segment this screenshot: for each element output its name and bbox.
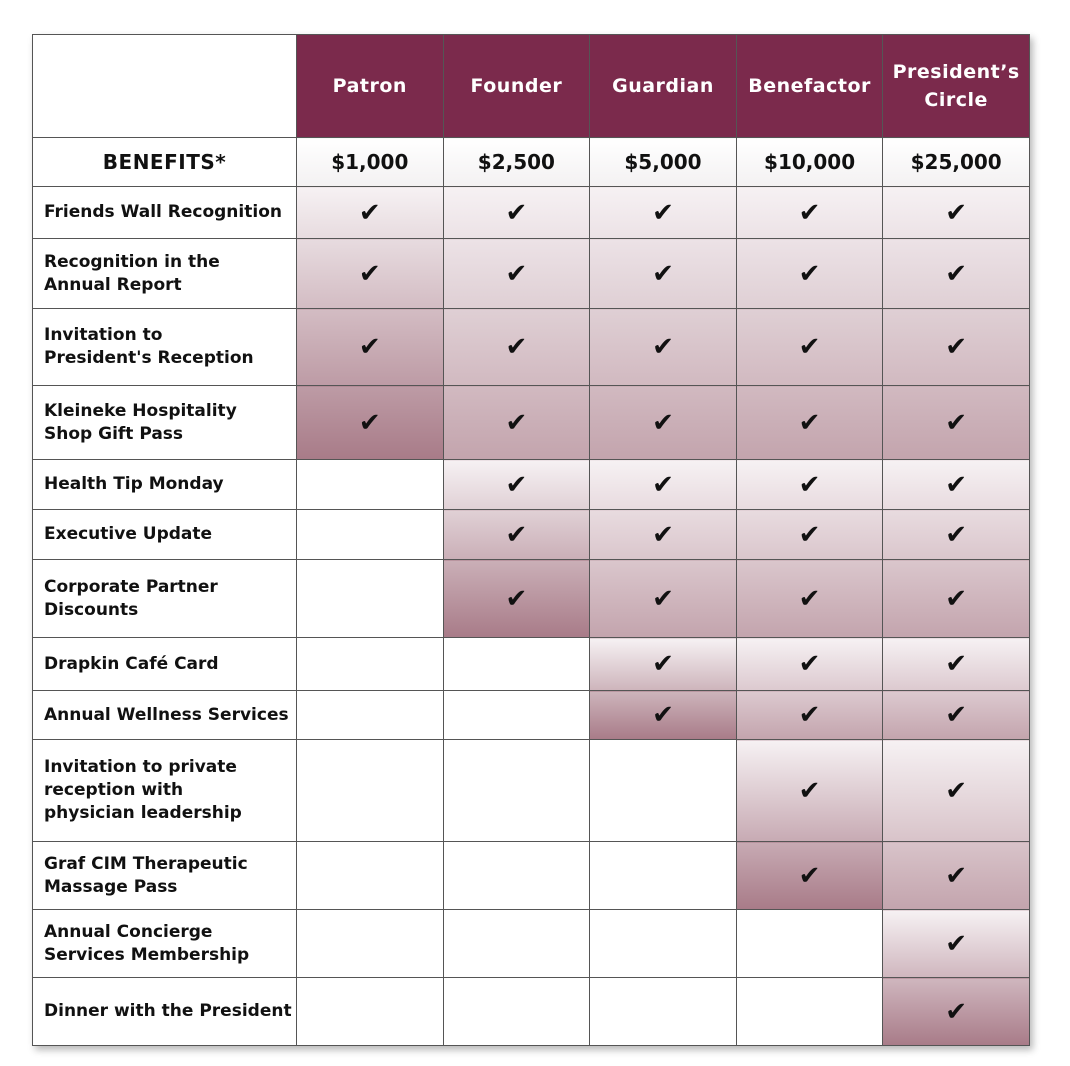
benefit-label: Kleineke Hospitality Shop Gift Pass	[33, 386, 297, 460]
check-cell	[443, 460, 590, 510]
benefits-header: BENEFITS*	[33, 138, 297, 187]
check-cell	[883, 239, 1030, 309]
checkmark-icon: ✔	[945, 700, 968, 730]
check-cell	[590, 560, 737, 638]
checkmark-icon: ✔	[798, 519, 821, 550]
checkmark-icon: ✔	[798, 700, 821, 730]
empty-cell	[590, 842, 737, 910]
tier-name-patron: Patron	[297, 35, 444, 138]
checkmark-icon: ✔	[798, 197, 821, 228]
checkmark-icon: ✔	[652, 407, 674, 438]
benefit-label: Recognition in the Annual Report	[33, 239, 297, 309]
check-cell	[443, 510, 590, 560]
benefit-row	[33, 460, 1030, 510]
empty-cell	[297, 978, 444, 1046]
benefit-label: Health Tip Monday	[33, 460, 297, 510]
benefit-label: Invitation to private reception with physician leadership	[33, 740, 297, 842]
checkmark-icon: ✔	[358, 332, 381, 362]
empty-cell	[590, 910, 737, 978]
checkmark-icon: ✔	[652, 519, 674, 550]
benefit-label: Annual Concierge Services Membership	[33, 910, 297, 978]
empty-cell	[297, 910, 444, 978]
corner-cell	[33, 35, 297, 138]
check-cell	[443, 560, 590, 638]
checkmark-icon: ✔	[505, 197, 528, 228]
check-cell	[590, 638, 737, 691]
checkmark-icon: ✔	[652, 197, 674, 228]
check-cell	[297, 239, 444, 309]
check-cell	[297, 309, 444, 386]
check-cell	[883, 560, 1030, 638]
checkmark-icon: ✔	[798, 258, 821, 289]
benefit-label: Dinner with the President	[33, 978, 297, 1046]
tier-price-benefactor: $10,000	[736, 138, 883, 187]
check-cell	[443, 309, 590, 386]
check-cell	[736, 691, 883, 740]
tier-name-guardian: Guardian	[590, 35, 737, 138]
benefit-row	[33, 691, 1030, 740]
tier-name-founder: Founder	[443, 35, 590, 138]
tier-name-benefactor: Benefactor	[736, 35, 883, 138]
benefit-label: Friends Wall Recognition	[33, 187, 297, 239]
checkmark-icon: ✔	[652, 649, 674, 679]
check-cell	[297, 386, 444, 460]
empty-cell	[297, 691, 444, 740]
empty-cell	[736, 910, 883, 978]
check-cell	[590, 239, 737, 309]
checkmark-icon: ✔	[945, 258, 968, 289]
checkmark-icon: ✔	[798, 583, 821, 614]
checkmark-icon: ✔	[798, 469, 821, 500]
checkmark-icon: ✔	[505, 332, 528, 362]
checkmark-icon: ✔	[945, 469, 968, 500]
price-row	[33, 138, 1030, 187]
checkmark-icon: ✔	[945, 996, 968, 1027]
benefit-row	[33, 510, 1030, 560]
check-cell	[883, 910, 1030, 978]
check-cell	[736, 560, 883, 638]
checkmark-icon: ✔	[945, 332, 968, 362]
check-cell	[883, 842, 1030, 910]
benefit-label: Corporate Partner Discounts	[33, 560, 297, 638]
tier-price-founder: $2,500	[443, 138, 590, 187]
benefit-row	[33, 740, 1030, 842]
checkmark-icon: ✔	[505, 519, 528, 550]
empty-cell	[590, 978, 737, 1046]
checkmark-icon: ✔	[945, 583, 968, 614]
empty-cell	[443, 910, 590, 978]
checkmark-icon: ✔	[652, 332, 674, 362]
checkmark-icon: ✔	[945, 860, 968, 891]
checkmark-icon: ✔	[945, 649, 968, 679]
check-cell	[883, 187, 1030, 239]
empty-cell	[297, 560, 444, 638]
checkmark-icon: ✔	[652, 583, 674, 614]
check-cell	[883, 460, 1030, 510]
benefit-row	[33, 978, 1030, 1046]
checkmark-icon: ✔	[358, 258, 381, 289]
empty-cell	[297, 638, 444, 691]
benefit-row	[33, 239, 1030, 309]
checkmark-icon: ✔	[652, 469, 674, 500]
empty-cell	[297, 842, 444, 910]
check-cell	[736, 460, 883, 510]
check-cell	[883, 386, 1030, 460]
benefit-row	[33, 842, 1030, 910]
empty-cell	[443, 638, 590, 691]
benefits-table	[32, 34, 1030, 1046]
empty-cell	[297, 460, 444, 510]
checkmark-icon: ✔	[945, 928, 968, 959]
checkmark-icon: ✔	[945, 407, 968, 438]
checkmark-icon: ✔	[505, 258, 528, 289]
benefit-label: Graf CIM Therapeutic Massage Pass	[33, 842, 297, 910]
check-cell	[736, 386, 883, 460]
empty-cell	[297, 510, 444, 560]
check-cell	[443, 239, 590, 309]
check-cell	[590, 309, 737, 386]
check-cell	[883, 638, 1030, 691]
empty-cell	[443, 978, 590, 1046]
check-cell	[736, 740, 883, 842]
tier-price-guardian: $5,000	[590, 138, 737, 187]
tier-price-presidents-circle: $25,000	[883, 138, 1030, 187]
checkmark-icon: ✔	[358, 407, 381, 438]
checkmark-icon: ✔	[798, 775, 821, 806]
empty-cell	[590, 740, 737, 842]
empty-cell	[736, 978, 883, 1046]
check-cell	[736, 187, 883, 239]
checkmark-icon: ✔	[652, 258, 674, 289]
checkmark-icon: ✔	[945, 775, 968, 806]
check-cell	[443, 187, 590, 239]
checkmark-icon: ✔	[798, 649, 821, 679]
empty-cell	[443, 691, 590, 740]
benefit-row	[33, 386, 1030, 460]
benefit-row	[33, 309, 1030, 386]
check-cell	[736, 309, 883, 386]
benefit-row	[33, 638, 1030, 691]
check-cell	[443, 386, 590, 460]
benefit-label: Drapkin Café Card	[33, 638, 297, 691]
empty-cell	[443, 740, 590, 842]
benefit-row	[33, 187, 1030, 239]
checkmark-icon: ✔	[505, 469, 528, 500]
checkmark-icon: ✔	[798, 407, 821, 438]
empty-cell	[443, 842, 590, 910]
benefit-label: Executive Update	[33, 510, 297, 560]
checkmark-icon: ✔	[945, 519, 968, 550]
checkmark-icon: ✔	[798, 860, 821, 891]
check-cell	[736, 638, 883, 691]
check-cell	[883, 740, 1030, 842]
check-cell	[590, 187, 737, 239]
check-cell	[883, 691, 1030, 740]
checkmark-icon: ✔	[945, 197, 968, 228]
checkmark-icon: ✔	[652, 700, 674, 730]
tier-name-presidents-circle: President’s Circle	[883, 35, 1030, 138]
check-cell	[736, 510, 883, 560]
benefit-rows	[33, 187, 1030, 1046]
check-cell	[590, 510, 737, 560]
check-cell	[590, 386, 737, 460]
check-cell	[883, 510, 1030, 560]
check-cell	[883, 978, 1030, 1046]
empty-cell	[297, 740, 444, 842]
check-cell	[883, 309, 1030, 386]
benefit-row	[33, 560, 1030, 638]
tier-price-patron: $1,000	[297, 138, 444, 187]
check-cell	[736, 842, 883, 910]
checkmark-icon: ✔	[505, 583, 528, 614]
benefit-label: Annual Wellness Services	[33, 691, 297, 740]
tier-header-row	[33, 35, 1030, 138]
benefit-label: Invitation to President's Reception	[33, 309, 297, 386]
checkmark-icon: ✔	[358, 197, 381, 228]
check-cell	[590, 691, 737, 740]
check-cell	[736, 239, 883, 309]
checkmark-icon: ✔	[798, 332, 821, 362]
check-cell	[590, 460, 737, 510]
checkmark-icon: ✔	[505, 407, 528, 438]
check-cell	[297, 187, 444, 239]
benefit-row	[33, 910, 1030, 978]
